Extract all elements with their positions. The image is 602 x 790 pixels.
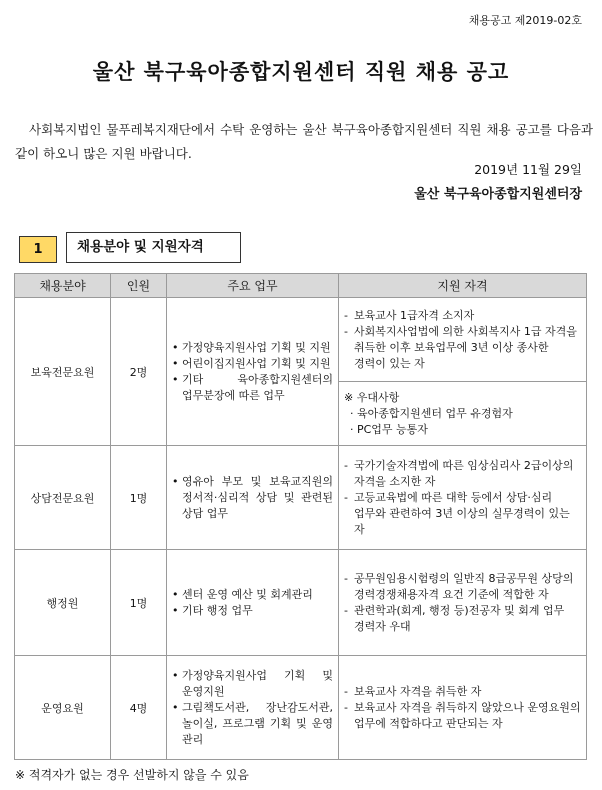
count-cell: 1명 — [111, 550, 167, 656]
list-item: • 영유아 부모 및 보육교직원의 정서적·심리적 상담 및 관련된 상담 업무 — [172, 474, 333, 522]
qualifications-cell — [339, 298, 587, 382]
list-item: • 그림책도서관, 장난감도서관, 놀이실, 프로그램 기획 및 운영 관리 — [172, 700, 333, 748]
table-row — [15, 446, 587, 550]
list-item: • 기타 행정 업무 — [172, 603, 333, 619]
qualifications-cell — [339, 656, 587, 760]
list-item: • 어린이집지원사업 기획 및 지원 — [172, 356, 333, 372]
table-header-row — [15, 274, 587, 298]
header-field: 채용분야 — [15, 274, 111, 298]
header-duties: 주요 업무 — [167, 274, 339, 298]
duties-cell — [167, 298, 339, 446]
list-item: - 보육교사 자격을 취득하지 않았으나 운영요원의 업무에 적합하다고 판단되는 자 — [344, 700, 581, 732]
list-item: • 가정양육지원사업 기획 및 지원 — [172, 340, 333, 356]
list-item: - 보육교사 1급자격 소지자 — [344, 308, 581, 324]
list-item: - 사회복지사업법에 의한 사회복지사 1급 자격을 취득한 이후 보육업무에 3년 이상 종사한 경력이 있는 자 — [344, 324, 581, 372]
list-item: - 국가기술자격법에 따른 임상심리사 2급이상의 자격을 소지한 자 — [344, 458, 581, 490]
page-title: 울산 북구육아종합지원센터 직원 채용 공고 — [92, 60, 510, 84]
field-cell: 운영요원 — [15, 656, 111, 760]
count-cell: 1명 — [111, 446, 167, 550]
list-item: • 센터 운영 예산 및 회계관리 — [172, 587, 333, 603]
qualifications-cell — [339, 446, 587, 550]
table-row — [15, 550, 587, 656]
duties-cell — [167, 550, 339, 656]
list-item: - 고등교육법에 따른 대학 등에서 상담·심리 업무와 관련하여 3년 이상의 실무경력이 있는 자 — [344, 490, 581, 538]
field-cell: 행정원 — [15, 550, 111, 656]
table-row — [15, 298, 587, 382]
field-cell: 보육전문요원 — [15, 298, 111, 446]
preferred-cell — [339, 382, 587, 446]
preferred-heading: ※ 우대사항 — [344, 391, 400, 404]
qualifications-cell — [339, 550, 587, 656]
list-item: · PC업무 능통자 — [350, 423, 428, 436]
table-row — [15, 656, 587, 760]
list-item: • 가정양육지원사업 기획 및 운영지원 — [172, 668, 333, 700]
duties-cell — [167, 446, 339, 550]
document-number: 채용공고 제2019-02호 — [468, 14, 582, 27]
list-item: - 공무원임용시험령의 일반직 8급공무원 상당의 경력경쟁채용자격 요건 기준에 적합한 자 — [344, 571, 581, 603]
count-cell: 4명 — [111, 656, 167, 760]
list-item: - 보육교사 자격을 취득한 자 — [344, 684, 581, 700]
organization-signature: 울산 북구육아종합지원센터장 — [414, 187, 582, 202]
list-item: • 기타 육아종합지원센터의 업무분장에 따른 업무 — [172, 372, 333, 404]
section-title: 채용분야 및 지원자격 — [66, 232, 241, 263]
header-qualifications: 지원 자격 — [339, 274, 587, 298]
field-cell: 상담전문요원 — [15, 446, 111, 550]
list-item: · 육아종합지원센터 업무 유경험자 — [350, 407, 513, 420]
recruitment-table — [14, 273, 587, 760]
section-number: 1 — [19, 236, 57, 263]
intro-paragraph: 사회복지법인 물푸레복지재단에서 수탁 운영하는 울산 북구육아종합지원센터 직원 채용 공고를 다음과 같이 하오니 많은 지원 바랍니다. — [15, 122, 593, 161]
count-cell: 2명 — [111, 298, 167, 446]
announcement-date: 2019년 11월 29일 — [474, 162, 582, 177]
list-item: - 관련학과(회계, 행정 등)전공자 및 회계 업무 경력자 우대 — [344, 603, 581, 635]
footnote: ※ 적격자가 없는 경우 선발하지 않을 수 있음 — [15, 768, 249, 782]
header-count: 인원 — [111, 274, 167, 298]
duties-cell — [167, 656, 339, 760]
